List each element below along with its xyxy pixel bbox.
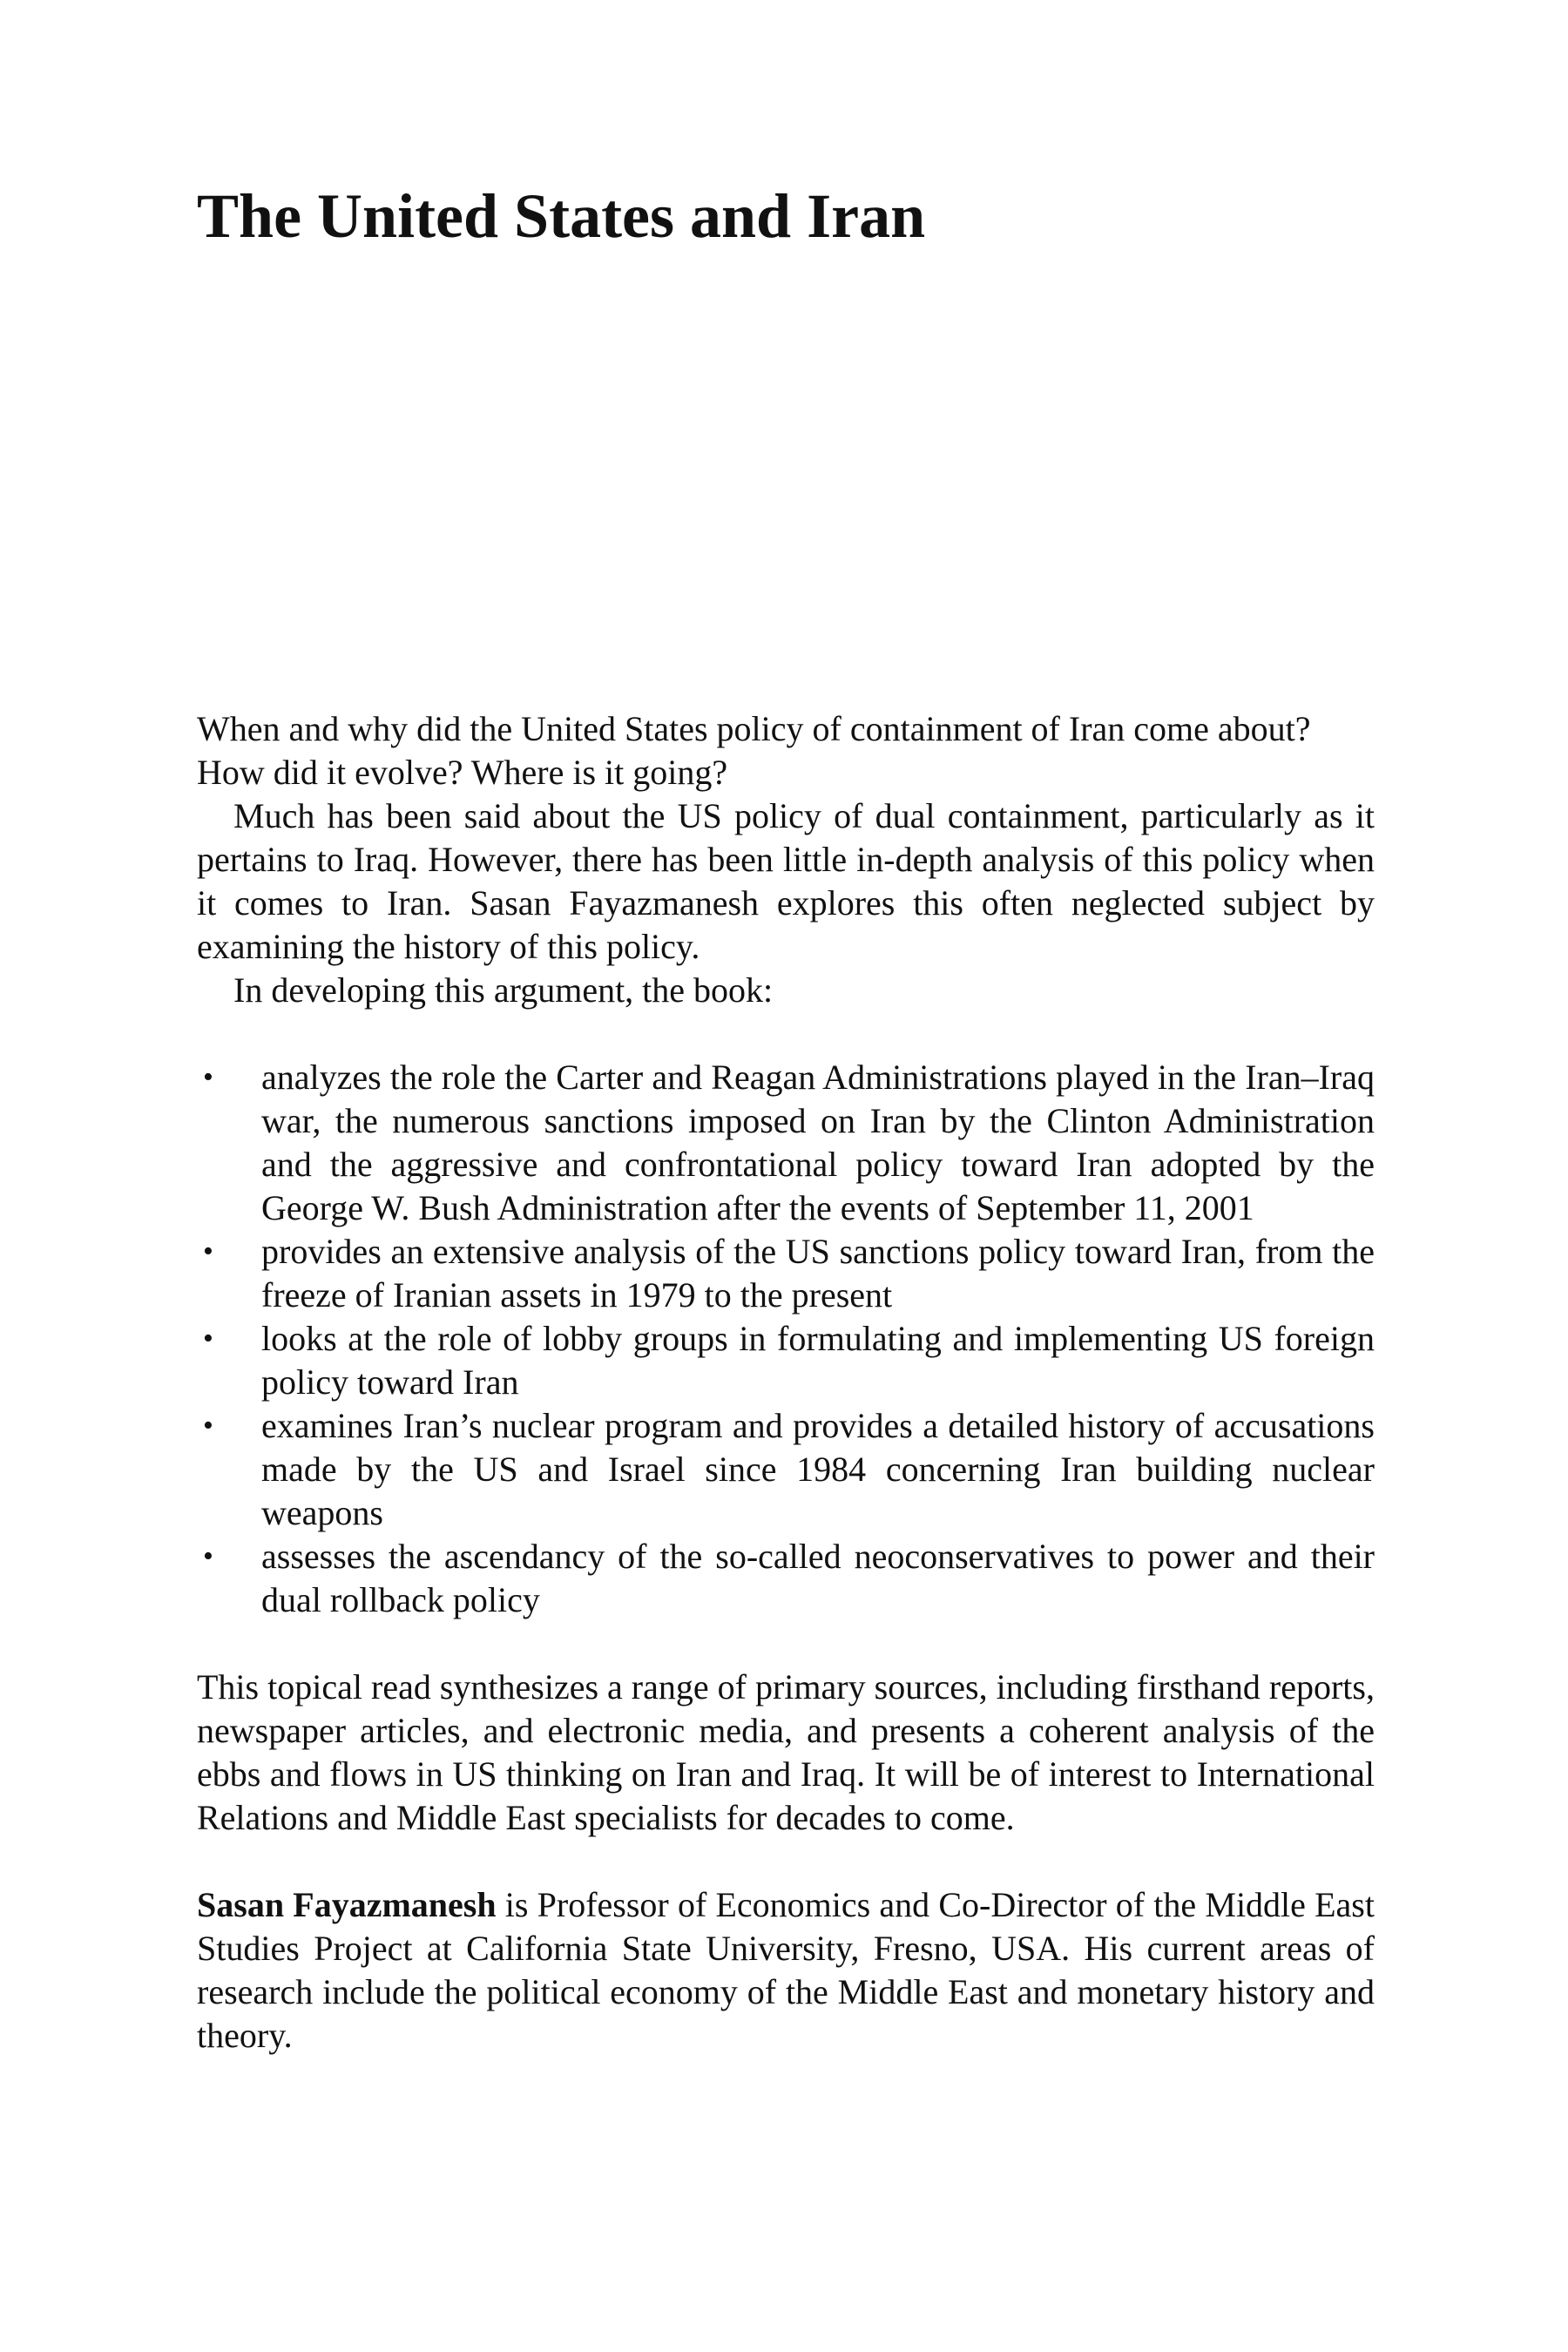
list-item-text: looks at the role of lobby groups in formulating and implementing US foreign policy toward Iran bbox=[261, 1319, 1375, 1402]
list-item bbox=[197, 1404, 1375, 1535]
list-item bbox=[197, 1056, 1375, 1230]
list-item bbox=[197, 1535, 1375, 1622]
list-item-text: examines Iran’s nuclear program and provides a detailed history of accusations made by the US and Israel since 1984 concerning Iran building nuclear weapons bbox=[261, 1406, 1375, 1532]
summary-paragraph: This topical read synthesizes a range of primary sources, including firsthand reports, newspaper articles, and electronic media, and presents a coherent analysis of the ebbs and flows in US thinking on Iran and Iraq. It will be of interest to International Relations and Middle East specialists for decades to come. bbox=[197, 1667, 1375, 1837]
list-item-text: provides an extensive analysis of the US sanctions policy toward Iran, from the freeze of Iranian assets in 1979 to the present bbox=[261, 1232, 1375, 1315]
bullet-icon: • bbox=[203, 1061, 213, 1093]
list-item-text: analyzes the role the Carter and Reagan Administrations played in the Iran–Iraq war, the numerous sanctions imposed on Iran by the Clinton Administration and the aggressive and confrontational policy toward Iran adopted by the George W. Bush Administration after the events of September 11, 2001 bbox=[261, 1058, 1375, 1227]
bullet-icon: • bbox=[203, 1235, 213, 1267]
bullet-icon: • bbox=[203, 1322, 213, 1355]
author-name: Sasan Fayazmanesh bbox=[197, 1885, 497, 1924]
page-title: The United States and Iran bbox=[197, 181, 926, 251]
bullet-icon: • bbox=[203, 1409, 213, 1442]
intro-paragraph: Much has been said about the US policy of dual containment, particularly as it pertains to Iraq. However, there has been little in-depth analysis of this policy when it comes to Iran. Sasan Fayazmanesh explores this often neglected subject by examining the history of this policy. bbox=[197, 796, 1375, 966]
author-bio-text: is Professor of Economics and Co-Director of the Middle East Studies Project at California State University, Fresno, USA. His current areas of research include the political economy of the Middle East and monetary history and theory. bbox=[197, 1885, 1375, 2055]
author-bio bbox=[197, 1883, 1375, 2058]
book-contents-list bbox=[197, 1056, 1375, 1622]
list-item-text: assesses the ascendancy of the so-called neoconservatives to power and their dual rollback policy bbox=[261, 1537, 1375, 1619]
document-body bbox=[197, 707, 1375, 2058]
list-item bbox=[197, 1317, 1375, 1404]
intro-question: When and why did the United States policy of containment of Iran come about? How did it evolve? Where is it going? bbox=[197, 709, 1311, 792]
argument-lead-in: In developing this argument, the book: bbox=[233, 970, 774, 1010]
list-item bbox=[197, 1230, 1375, 1317]
bullet-icon: • bbox=[203, 1540, 213, 1572]
